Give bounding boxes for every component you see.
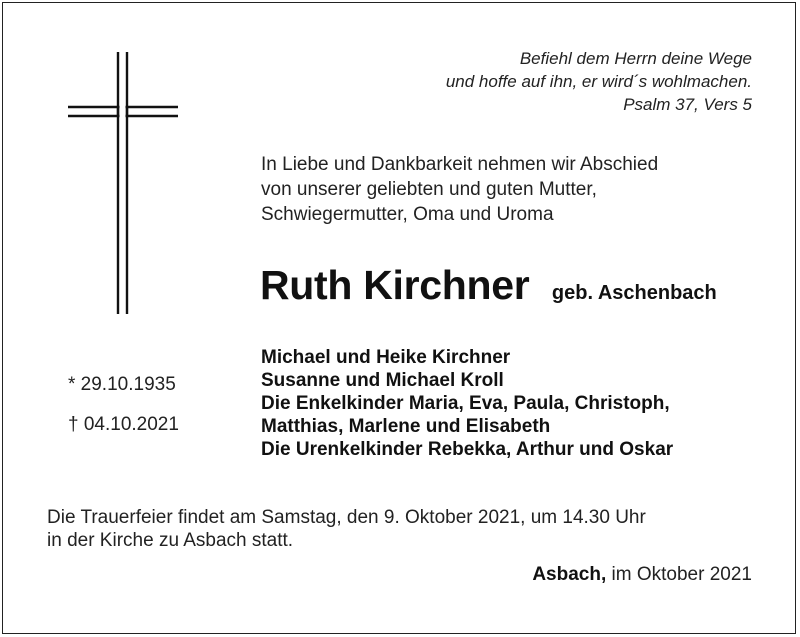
cross-icon [68,52,178,314]
mourner-line: Die Enkelkinder Maria, Eva, Paula, Christoph, [261,393,670,414]
quote-line-1: Befiehl dem Herrn deine Wege [519,49,752,68]
bible-quote [446,47,752,116]
funeral-service-info [47,506,646,552]
mourner-line: Michael und Heike Kirchner [261,347,511,368]
place-date-line [532,564,752,586]
mourner-line: Susanne und Michael Kroll [261,370,504,391]
deceased-name: Ruth Kirchner [260,262,530,308]
closing-date: im Oktober 2021 [611,564,752,585]
deceased-name-row [260,262,717,309]
farewell-intro [261,152,658,227]
mourner-line: Die Urenkelkinder Rebekka, Arthur und Oskar [261,439,674,460]
mourners-list [261,346,673,461]
intro-line-1: In Liebe und Dankbarkeit nehmen wir Abschied [261,154,659,175]
closing-place: Asbach, [532,564,607,585]
mourner-line: Matthias, Marlene und Elisabeth [261,416,551,437]
service-line-1: Die Trauerfeier findet am Samstag, den 9. Oktober 2021, um 14.30 Uhr [47,507,646,528]
life-dates [68,374,179,436]
intro-line-3: Schwiegermutter, Oma und Uroma [261,204,554,225]
death-date: † 04.10.2021 [68,414,179,435]
service-line-2: in der Kirche zu Asbach statt. [47,530,294,551]
quote-source: Psalm 37, Vers 5 [623,95,752,114]
maiden-name: geb. Aschenbach [551,282,717,304]
birth-date: * 29.10.1935 [68,374,176,395]
intro-line-2: von unserer geliebten und guten Mutter, [261,179,597,200]
quote-line-2: und hoffe auf ihn, er wird´s wohlmachen. [445,72,752,91]
